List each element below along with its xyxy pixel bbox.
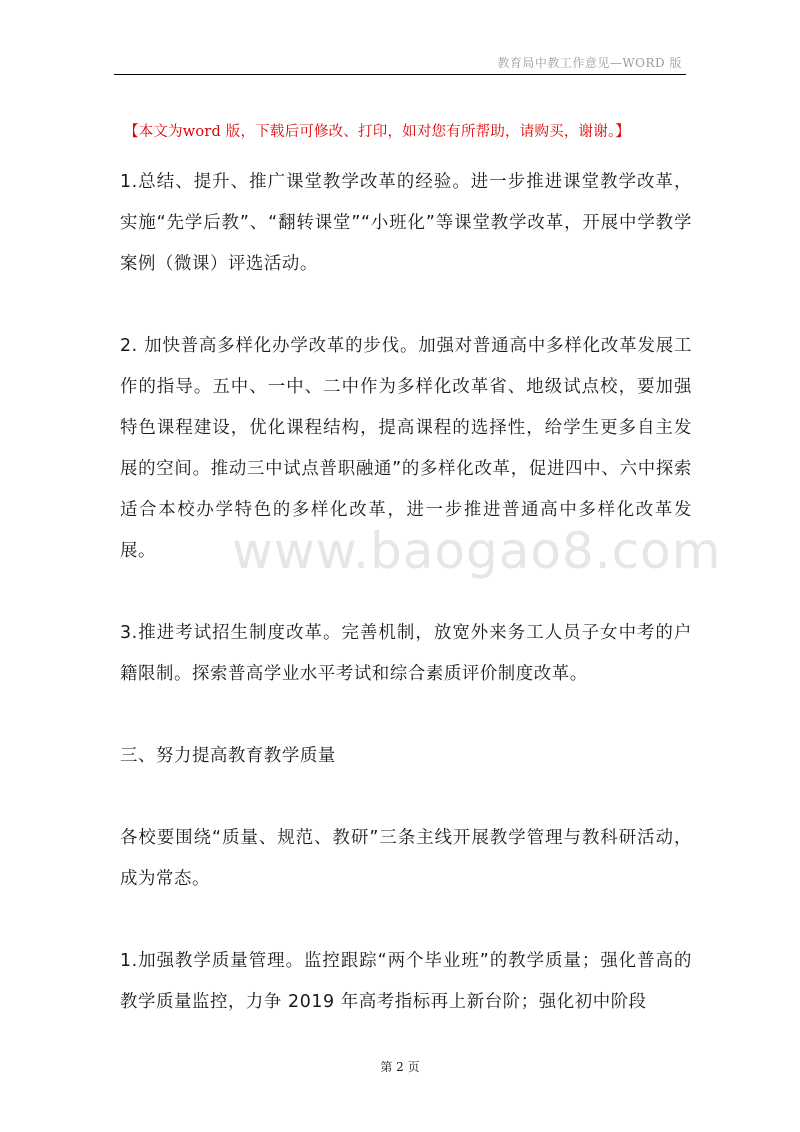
paragraph-1: 1.总结、提升、推广课堂教学改革的经验。进一步推进课堂教学改革，实施“先学后教”、“翻转课堂”“小班化”等课堂教学改革，开展中学教学案例（微课）评选活动。 (120, 172, 692, 274)
running-header: 教育局中教工作意见—WORD 版 (497, 56, 682, 70)
paragraph-3: 3.推进考试招生制度改革。完善机制，放宽外来务工人员子女中考的户籍限制。探索普高学业水平考试和综合素质评价制度改革。 (120, 623, 692, 684)
paragraph-2: 2. 加快普高多样化办学改革的步伐。加强对普通高中多样化改革发展工作的指导。五中、一中、二中作为多样化改革省、地级试点校，要加强特色课程建设，优化课程结构，提高课程的选择性，给学生更多自主发展的空间。推动三中试点普职融通”的多样化改革，促进四中、六中探索适合本校办学特色的多样化改革，进一步推进普通高中多样化改革发展。 (120, 336, 692, 561)
section-heading: 三、努力提高教育教学质量 (120, 746, 336, 766)
paragraph-5: 1.加强教学质量管理。监控跟踪“两个毕业班”的教学质量；强化普高的教学质量监控，力争 2019 年高考指标再上新台阶；强化初中阶段 (120, 951, 692, 1012)
document-body (120, 162, 692, 1023)
header-divider (114, 74, 686, 75)
watermark: www.baogao8.com (232, 522, 722, 580)
download-notice: 【本文为word 版，下载后可修改、打印，如对您有所帮助，请购买，谢谢。】 (124, 124, 631, 140)
paragraph-4: 各校要围绕“质量、规范、教研”三条主线开展教学管理与教科研活动，成为常态。 (120, 828, 692, 889)
page-number: 第 2 页 (380, 1060, 420, 1074)
